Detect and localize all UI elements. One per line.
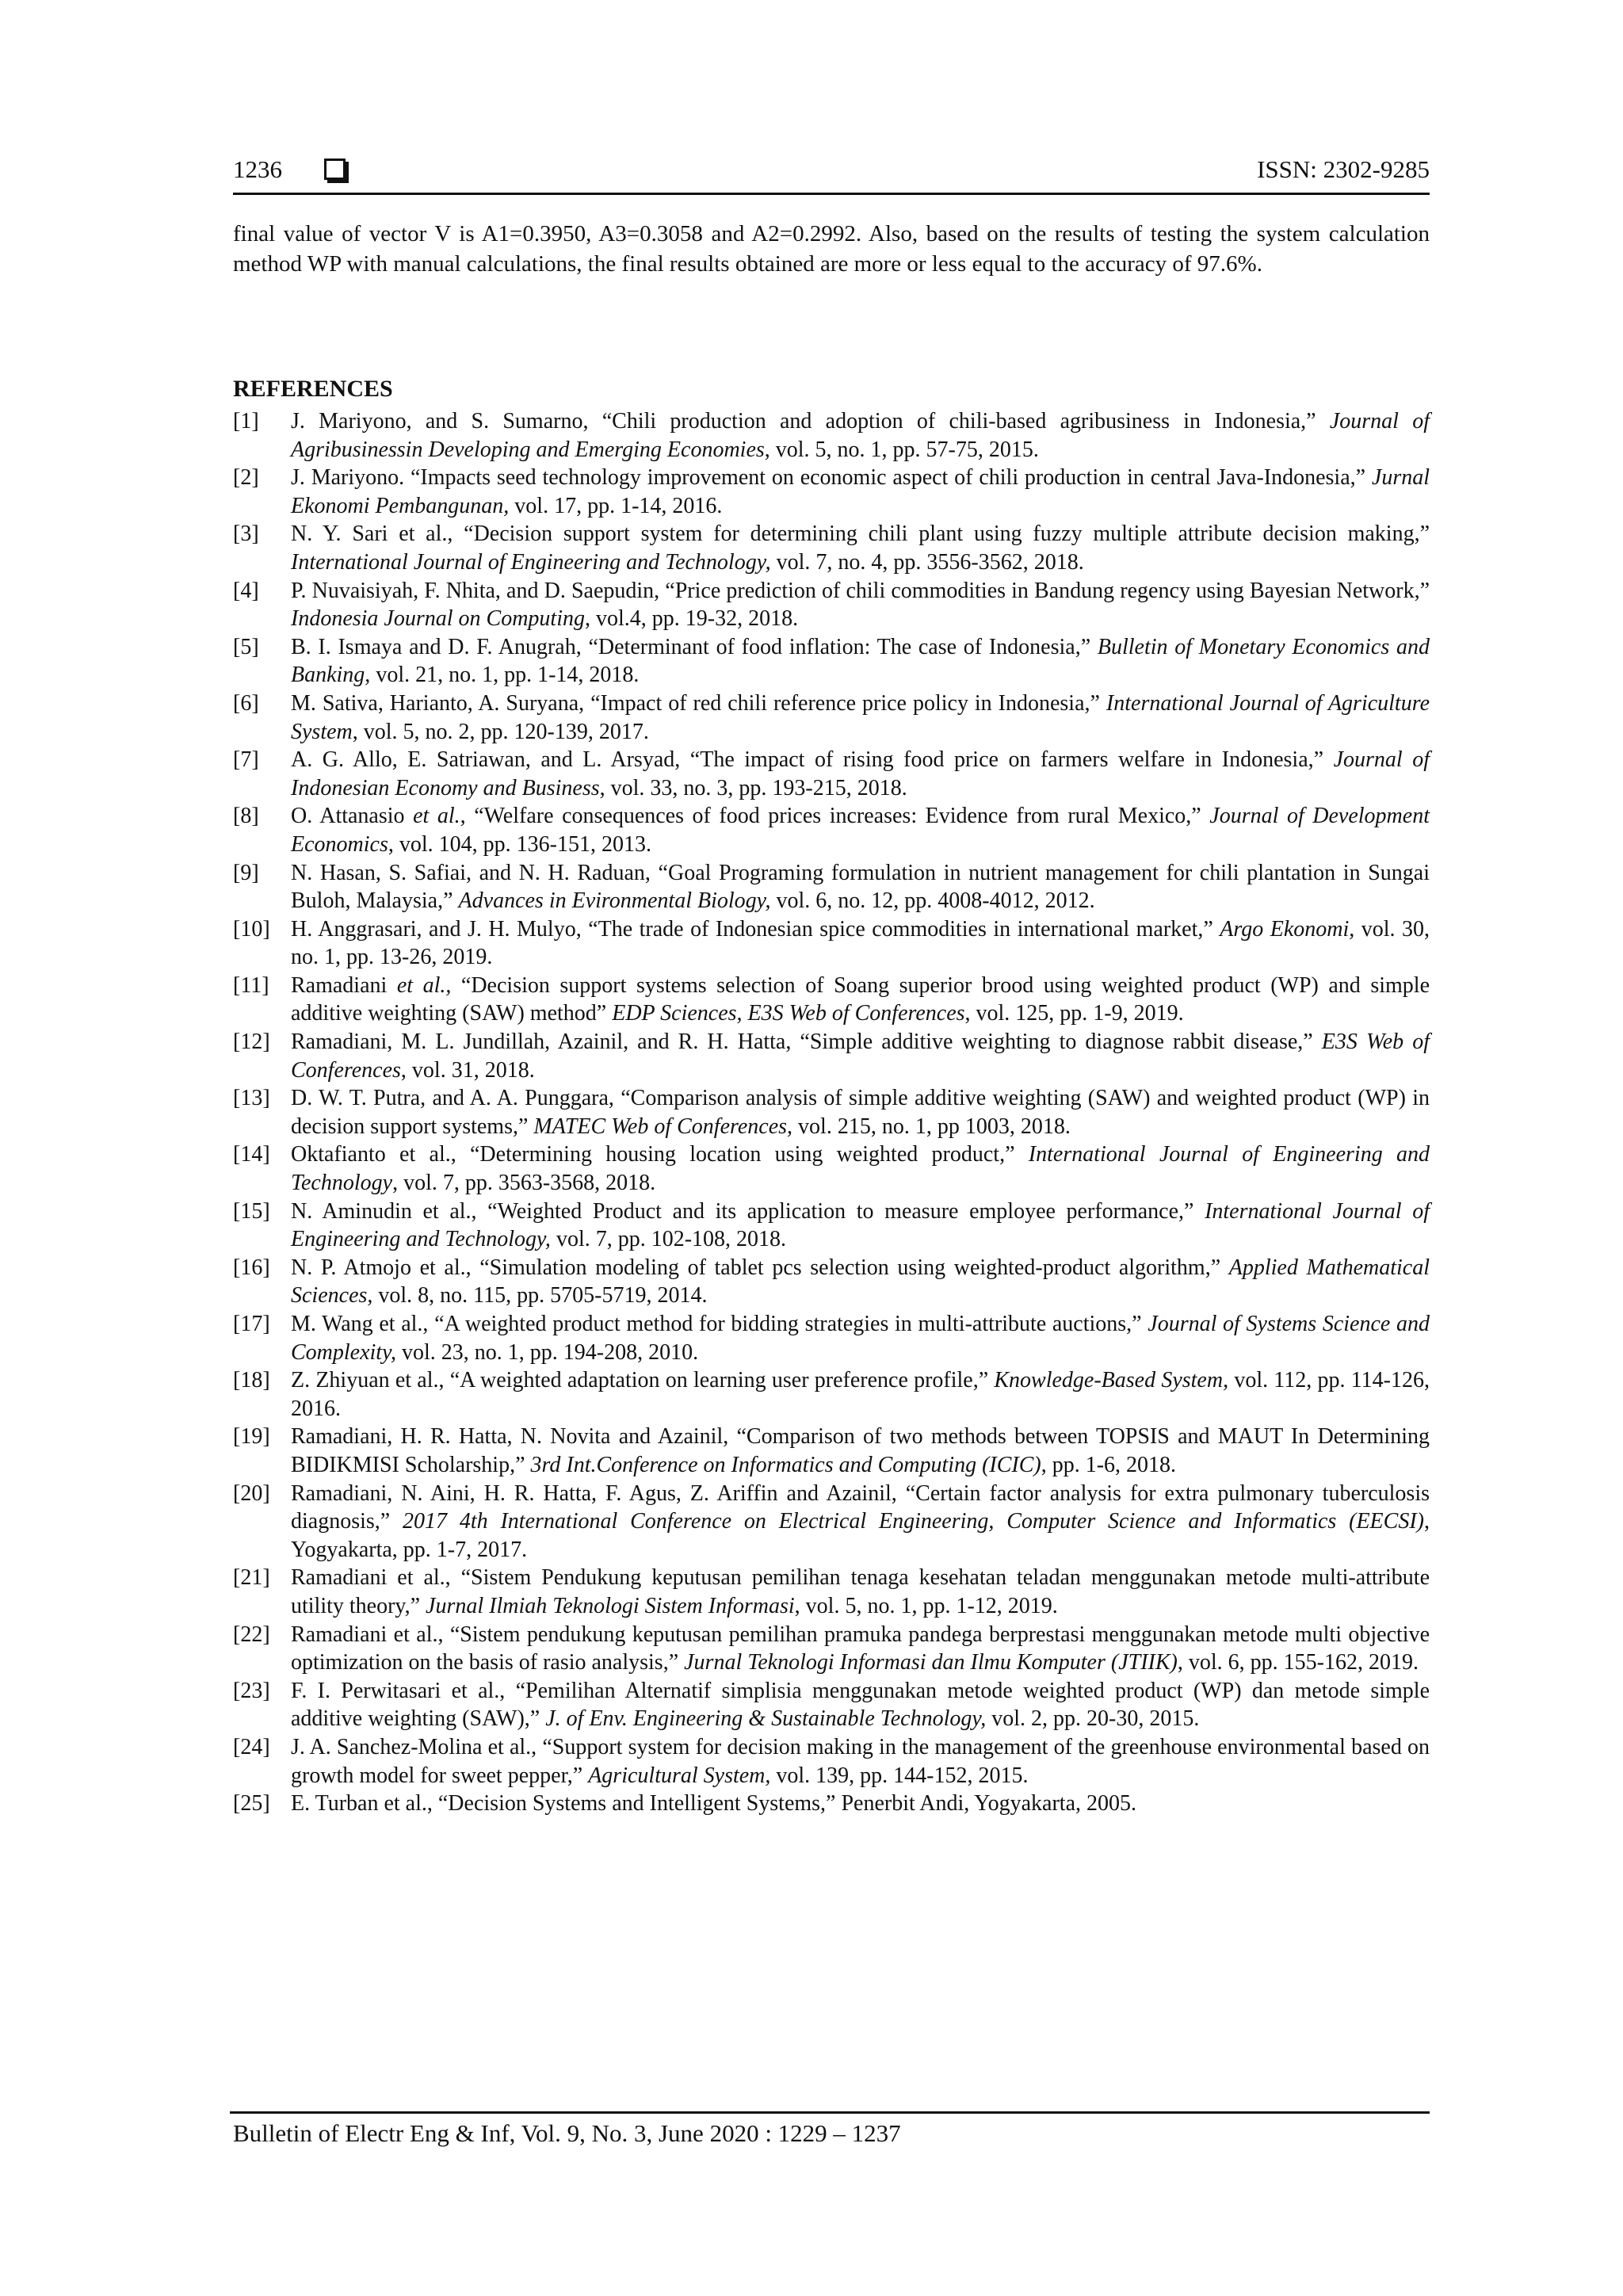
reference-source: Agricultural System, [588,1763,771,1788]
reference-number: [18] [233,1368,270,1393]
reference-source: Journal of Agribusinessin Developing and Emerging Economies [291,409,1430,462]
header-divider [233,193,1430,195]
reference-source: International Journal of Agriculture System [291,690,1430,744]
reference-item [233,464,1430,520]
reference-number: [14] [233,1142,270,1167]
reference-segment: , vol. 6, pp. 155-162, 2019. [1177,1650,1419,1675]
reference-item [233,1564,1430,1620]
reference-segment: Oktafianto et al., “Determining housing location using weighted product,” [291,1142,1029,1167]
reference-source: Jurnal Ekonomi Pembangunan, [291,465,1430,518]
reference-segment: vol. 30, no. 1, pp. 13-26, 2019. [291,916,1430,970]
reference-source: Journal of Development Economics [291,804,1430,857]
reference-segment: vol. 7, no. 4, pp. 3556-3562, 2018. [770,549,1084,575]
reference-segment: , vol. 5, no. 2, pp. 120-139, 2017. [352,719,649,744]
reference-text [291,1254,1430,1310]
reference-number: [5] [233,634,259,659]
reference-number: [12] [233,1030,270,1055]
page-number: 1236 [233,155,282,183]
reference-text [291,1310,1430,1366]
reference-list [233,407,1430,1818]
reference-source: Jurnal Ilmiah Teknologi Sistem Informasi [426,1593,795,1618]
reference-text [291,633,1430,690]
reference-segment: , vol. 5, no. 1, pp. 57-75, 2015. [764,437,1039,462]
reference-text [291,577,1430,633]
reference-text [291,1366,1430,1423]
reference-number: [20] [233,1480,270,1506]
reference-segment: Ramadiani [291,972,397,998]
reference-segment: N. Y. Sari et al., “Decision support system for determining chili plant using fuzzy multiple attribute decision making,” [291,521,1430,547]
reference-number: [2] [233,465,259,491]
reference-text [291,1790,1430,1818]
reference-item [233,746,1430,802]
square-bullet-icon [324,159,346,180]
reference-source: et al., [396,972,452,998]
reference-source: Indonesia Journal on Computing [291,606,585,632]
reference-segment: vol. 21, no. 1, pp. 1-14, 2018. [370,663,640,688]
reference-item [233,1677,1430,1733]
reference-number: [8] [233,804,259,829]
reference-source: Journal of Indonesian Economy and Business [291,747,1430,800]
reference-segment: M. Wang et al., “A weighted product method for bidding strategies in multi-attribute auctions,” [291,1312,1148,1336]
reference-segment: “Welfare consequences of food prices increases: Evidence from rural Mexico,” [465,804,1210,829]
reference-item [233,1198,1430,1254]
reference-text [291,1423,1430,1479]
reference-number: [11] [233,972,269,998]
reference-number: [17] [233,1312,270,1336]
reference-source: Applied Mathematical Sciences, [291,1255,1430,1308]
reference-segment: , vol. 7, pp. 3563-3568, 2018. [392,1171,656,1196]
reference-text [291,464,1430,520]
reference-segment: B. I. Ismaya and D. F. Anugrah, “Determinant of food inflation: The case of Indonesia,” [291,634,1098,659]
reference-number: [3] [233,521,259,547]
reference-item [233,1366,1430,1423]
reference-segment: , vol.4, pp. 19-32, 2018. [585,606,799,632]
reference-text [291,1480,1430,1564]
reference-segment: vol. 7, pp. 102-108, 2018. [550,1227,787,1252]
reference-segment: vol. 6, no. 12, pp. 4008-4012, 2012. [770,888,1095,914]
reference-number: [21] [233,1565,270,1591]
reference-text [291,1564,1430,1620]
reference-text [291,972,1430,1028]
reference-segment: , vol. 31, 2018. [400,1057,535,1083]
reference-segment: N. Hasan, S. Safiai, and N. H. Raduan, “Goal Programing formulation in nutrient management for chili plantation in Sungai Buloh, Malaysia,” [291,860,1430,914]
reference-item [233,1733,1430,1790]
reference-segment: vol. 215, no. 1, pp 1003, 2018. [792,1114,1071,1139]
reference-segment: A. G. Allo, E. Satriawan, and L. Arsyad, “The impact of rising food price on farmers welfare in Indonesia,” [291,747,1334,773]
reference-number: [22] [233,1622,270,1647]
reference-item [233,1310,1430,1366]
reference-segment: vol. 23, no. 1, pp. 194-208, 2010. [395,1339,699,1365]
reference-item [233,577,1430,633]
reference-source: International Journal of Engineering and Technology, [291,549,771,575]
reference-number: [13] [233,1086,270,1111]
reference-item [233,1084,1430,1140]
reference-source: Argo Ekonomi, [1220,916,1355,942]
reference-source: Jurnal Teknologi Informasi dan Ilmu Komputer (JTIIK) [684,1650,1178,1675]
reference-text [291,1028,1430,1084]
reference-segment: , vol. 33, no. 3, pp. 193-215, 2018. [599,775,907,800]
reference-source: Journal of Systems Science and Complexity, [291,1312,1430,1365]
reference-item [233,1254,1430,1310]
reference-segment: J. A. Sanchez-Molina et al., “Support system for decision making in the management of the greenhouse environmental based on growth model for sweet pepper,” [291,1734,1430,1788]
reference-segment: Ramadiani, M. L. Jundillah, Azainil, and R. H. Hatta, “Simple additive weighting to diagnose rabbit disease,” [291,1030,1322,1055]
reference-segment: vol. 2, pp. 20-30, 2015. [986,1706,1200,1732]
reference-text [291,1621,1430,1677]
reference-segment: Ramadiani, N. Aini, H. R. Hatta, F. Agus, Z. Ariffin and Azainil, “Certain factor analysis for extra pulmonary tuberculosis diagnosis,” [291,1480,1430,1534]
reference-segment: O. Attanasio [291,804,414,829]
footer-divider [230,2111,1430,2114]
footer-citation: Bulletin of Electr Eng & Inf, Vol. 9, No. 3, June 2020 : 1229 – 1237 [233,2119,901,2147]
references-heading: REFERENCES [233,376,393,402]
reference-number: [1] [233,409,259,434]
reference-source: 3rd Int.Conference on Informatics and Computing (ICIC) [530,1452,1041,1477]
reference-segment: , Yogyakarta, pp. 1-7, 2017. [291,1509,1430,1562]
reference-number: [10] [233,916,270,942]
reference-source: International Journal of Engineering and Technology, [291,1198,1430,1252]
reference-number: [19] [233,1424,270,1450]
reference-segment: J. Mariyono, and S. Sumarno, “Chili production and adoption of chili-based agribusiness in Indonesia,” [291,409,1330,434]
reference-text [291,1084,1430,1140]
page-header [233,155,1430,193]
reference-segment: D. W. T. Putra, and A. A. Punggara, “Comparison analysis of simple additive weighting (SAW) and weighted product (WP) in decision support systems,” [291,1086,1430,1139]
reference-number: [9] [233,860,259,885]
reference-text [291,802,1430,858]
reference-item [233,633,1430,690]
reference-segment: “Decision support systems selection of Soang superior brood using weighted product (WP) and simple additive weighting (SAW) method” [291,972,1430,1026]
reference-segment: F. I. Perwitasari et al., “Pemilihan Alternatif simplisia menggunakan metode weighted product (WP) dan metode simple additive weighting (SAW),” [291,1678,1430,1732]
reference-segment: vol. 112, pp. 114-126, 2016. [291,1368,1430,1421]
intro-paragraph: final value of vector V is A1=0.3950, A3=0.3058 and A2=0.2992. Also, based on the results of testing the system calculation method WP with manual calculations, the final results obtained are more or less equal to the accuracy of 97.6%. [233,221,1430,277]
reference-number: [23] [233,1678,270,1703]
reference-number: [15] [233,1198,270,1224]
reference-segment: P. Nuvaisiyah, F. Nhita, and D. Saepudin, “Price prediction of chili commodities in Bandung regency using Bayesian Network,” [291,578,1430,603]
reference-number: [16] [233,1255,270,1280]
reference-segment: vol. 17, pp. 1-14, 2016. [509,493,723,518]
reference-source: MATEC Web of Conferences, [533,1114,793,1139]
reference-text [291,1140,1430,1197]
reference-text [291,520,1430,576]
reference-item [233,802,1430,858]
reference-source: et al., [413,804,466,829]
reference-item [233,1790,1430,1818]
reference-item [233,915,1430,972]
reference-text [291,1677,1430,1733]
reference-segment: Ramadiani et al., “Sistem Pendukung keputusan pemilihan tenaga kesehatan teladan menggunakan metode multi-attribute utility theory,” [291,1565,1430,1618]
reference-segment: J. Mariyono. “Impacts seed technology improvement on economic aspect of chili production in central Java-Indonesia,” [291,465,1372,491]
reference-item [233,690,1430,746]
reference-item [233,972,1430,1028]
reference-source: J. of Env. Engineering & Sustainable Technology, [545,1706,987,1732]
reference-segment: E. Turban et al., “Decision Systems and Intelligent Systems,” Penerbit Andi, Yogyakarta, 2005. [291,1791,1137,1817]
reference-segment: Z. Zhiyuan et al., “A weighted adaptation on learning user preference profile,” [291,1368,995,1393]
reference-segment: N. Aminudin et al., “Weighted Product and its application to measure employee performance,” [291,1198,1205,1224]
reference-text [291,407,1430,464]
reference-text [291,915,1430,972]
reference-text [291,1198,1430,1254]
reference-text [291,1733,1430,1790]
reference-text [291,746,1430,802]
reference-segment: vol. 139, pp. 144-152, 2015. [770,1763,1029,1788]
reference-item [233,1028,1430,1084]
reference-item [233,520,1430,576]
reference-number: [4] [233,578,259,603]
reference-number: [25] [233,1791,270,1817]
reference-source: International Journal of Engineering and Technology [291,1142,1430,1196]
reference-source: Bulletin of Monetary Economics and Banking, [291,634,1430,688]
reference-source: Knowledge-Based System, [994,1368,1229,1393]
reference-number: [6] [233,690,259,716]
reference-segment: N. P. Atmojo et al., “Simulation modeling of tablet pcs selection using weighted-product algorithm,” [291,1255,1229,1280]
reference-segment: , vol. 104, pp. 136-151, 2013. [388,831,651,857]
reference-source: 2017 4th International Conference on Electrical Engineering, Computer Science and Informatics (EECSI) [403,1509,1424,1534]
reference-segment: H. Anggrasari, and J. H. Mulyo, “The trade of Indonesian spice commodities in international market,” [291,916,1220,942]
issn-label: ISSN: 2302-9285 [1257,155,1430,183]
reference-item [233,1423,1430,1479]
reference-number: [24] [233,1734,270,1759]
reference-source: EDP Sciences, E3S Web of Conferences [612,1001,965,1026]
reference-number: [7] [233,747,259,773]
reference-segment: , vol. 125, pp. 1-9, 2019. [964,1001,1184,1026]
reference-item [233,407,1430,464]
reference-source: E3S Web of Conferences [291,1030,1430,1083]
reference-segment: , pp. 1-6, 2018. [1041,1452,1177,1477]
reference-item [233,1621,1430,1677]
reference-item [233,1480,1430,1564]
reference-source: Advances in Evironmental Biology, [458,888,771,914]
reference-item [233,859,1430,915]
reference-text [291,859,1430,915]
reference-segment: Ramadiani et al., “Sistem pendukung keputusan pemilihan pramuka pandega berprestasi menggunakan metode multi objective optimization on the basis of rasio analysis,” [291,1622,1430,1675]
reference-segment: Ramadiani, H. R. Hatta, N. Novita and Azainil, “Comparison of two methods between TOPSIS and MAUT In Determining BIDIKMISI Scholarship,” [291,1424,1430,1477]
reference-text [291,690,1430,746]
reference-item [233,1140,1430,1197]
reference-segment: , vol. 5, no. 1, pp. 1-12, 2019. [794,1593,1058,1618]
reference-segment: M. Sativa, Harianto, A. Suryana, “Impact of red chili reference price policy in Indonesia,” [291,690,1106,716]
reference-segment: vol. 8, no. 115, pp. 5705-5719, 2014. [372,1283,708,1308]
